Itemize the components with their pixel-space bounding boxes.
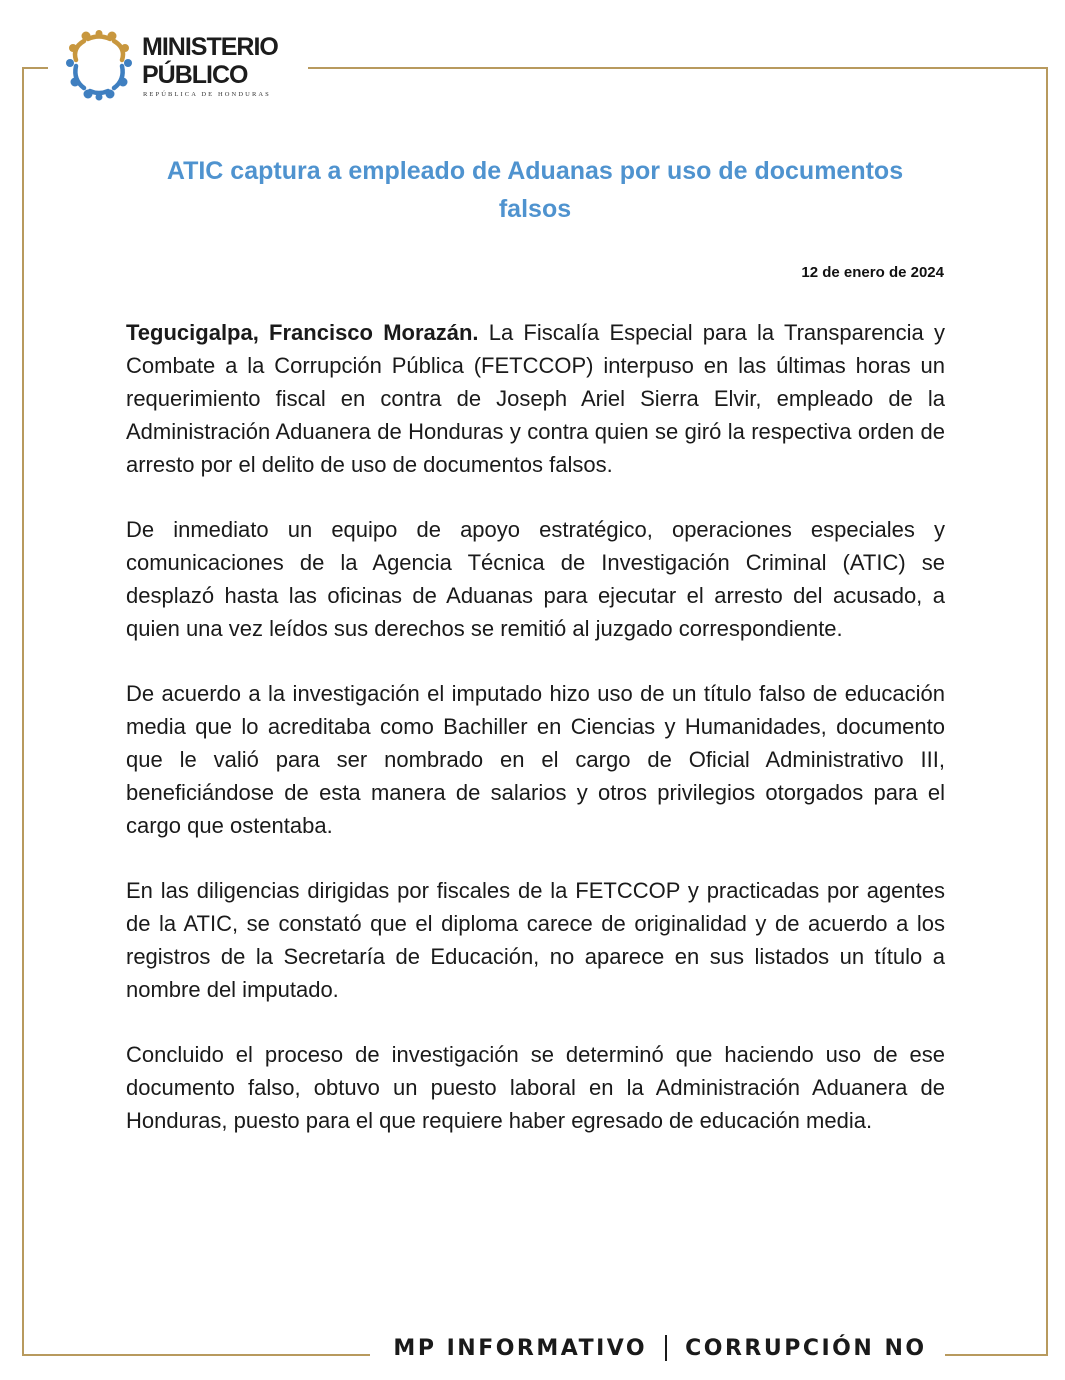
footer-tagline: [380, 1330, 940, 1366]
paragraph-1: [126, 316, 945, 481]
press-release-date: 12 de enero de 2024: [801, 264, 944, 281]
frame-right: [1046, 67, 1048, 1356]
footer-separator: [665, 1335, 667, 1361]
footer-mp-informativo: MP INFORMATIVO: [393, 1335, 648, 1361]
frame-bottom-left: [22, 1354, 370, 1356]
paragraph-3: De acuerdo a la investigación el imputado hizo uso de un título falso de educación media que lo acreditaba como Bachiller en Ciencias y Humanidades, documento que le valió para ser nombrado en el cargo de Oficial Administrativo III, beneficiándose de esta manera de salarios y otros privilegios otorgados para el cargo que ostentaba.: [126, 681, 945, 838]
frame-bottom-right: [945, 1354, 1048, 1356]
paragraph-1-text: La Fiscalía Especial para la Transparencia y Combate a la Corrupción Pública (FETCCOP) interpuso en las últimas horas un requerimiento fiscal en contra de Joseph Ariel Sierra Elvir, empleado de la Administración Aduanera de Honduras y contra quien se giró la respectiva orden de arresto por el delito de uso de documentos falsos.: [126, 320, 946, 477]
frame-left: [22, 67, 24, 1356]
paragraph-1-lead: Tegucigalpa, Francisco Morazán.: [126, 320, 479, 345]
paragraph-4: En las diligencias dirigidas por fiscales de la FETCCOP y practicadas por agentes de la ATIC, se constató que el diploma carece de originalidad y de acuerdo a los registros de la Secretaría de Educación, no aparece en sus listados un título a nombre del imputado.: [126, 878, 945, 1002]
frame-top-left: [22, 67, 48, 69]
people-circle-logo-icon: [62, 30, 136, 102]
frame-top-right: [308, 67, 1048, 69]
paragraph-5: Concluido el proceso de investigación se determinó que haciendo uso de ese documento falso, obtuvo un puesto laboral en la Administración Aduanera de Honduras, puesto para el que requiere haber egresado de educación media.: [126, 1042, 945, 1133]
logo-line-publico: PÚBLICO: [142, 61, 248, 89]
footer-corrupcion-no: CORRUPCIÓN NO: [685, 1335, 927, 1361]
press-release-headline: ATIC captura a empleado de Aduanas por uso de documentos falsos: [166, 157, 904, 223]
press-release-body: [126, 316, 945, 1169]
logo-line-ministerio: MINISTERIO: [142, 33, 278, 61]
paragraph-2: De inmediato un equipo de apoyo estratégico, operaciones especiales y comunicaciones de la Agencia Técnica de Investigación Criminal (ATIC) se desplazó hasta las oficinas de Aduanas para ejecutar el arresto del acusado, a quien una vez leídos sus derechos se remitió al juzgado correspondiente.: [126, 517, 945, 641]
logo-subtitle: REPÚBLICA DE HONDURAS: [143, 91, 271, 98]
ministerio-publico-logo: [62, 30, 302, 102]
